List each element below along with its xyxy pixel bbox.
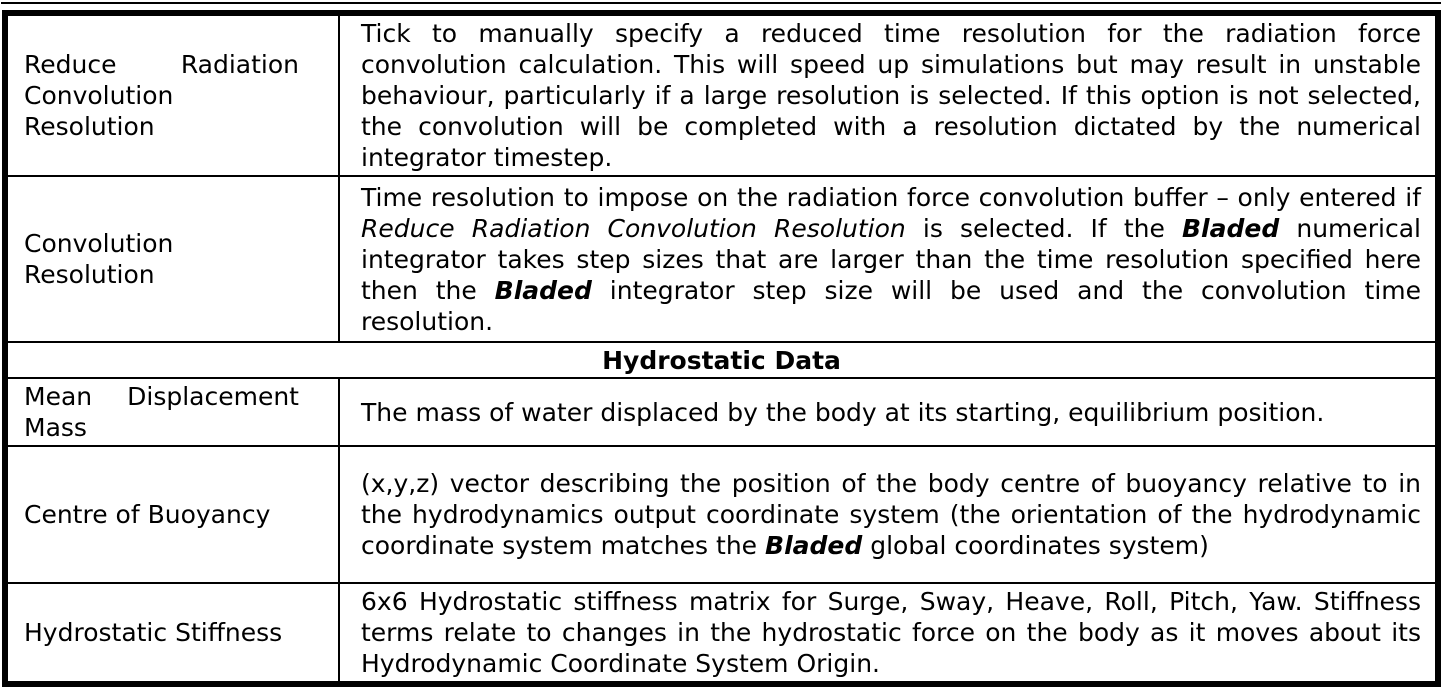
description-text: integrator step size will be used and the convolution time resolution. [361, 275, 1421, 336]
table-row [7, 176, 1436, 342]
table-row [7, 378, 1436, 446]
term-text: Centre of Buoyancy [24, 500, 271, 529]
description-cell [339, 583, 1436, 682]
table-row [7, 15, 1436, 176]
term-cell [7, 176, 339, 342]
description-text-bold-italic: Bladed [1181, 213, 1280, 243]
description-text: Tick to manually specify a reduced time resolution for the radiation force convolution calculation. This will speed up simulations but may result in unstable behaviour, particularly if a large resolution is selected. If this option is not selected, the convolution will be completed with a resolution dictated by the numerical integrator timestep. [361, 19, 1421, 172]
description-text-bold-italic: Bladed [494, 275, 592, 305]
term-text: Hydrostatic Stiffness [24, 618, 283, 647]
description-text: global coordinates system) [862, 531, 1209, 560]
description-text: Time resolution to impose on the radiation force convolution buffer – only entered if [361, 182, 1421, 212]
description-text: (x,y,z) vector describing the position of the body centre of buoyancy relative to in the hydrodynamics output coordinate system (the orientation of the hydrodynamic coordinate system matches the [361, 469, 1421, 560]
term-text: Mean Displacement Mass [24, 382, 299, 442]
description-text: is selected. If the [905, 213, 1182, 243]
section-header-row [7, 342, 1436, 378]
term-cell [7, 15, 339, 176]
clipped-previous-row-border [1, 2, 1441, 4]
term-cell [7, 378, 339, 446]
description-cell [339, 15, 1436, 176]
description-text: 6x6 Hydrostatic stiffness matrix for Surge, Sway, Heave, Roll, Pitch, Yaw. Stiffness terms relate to changes in the hydrostatic force on the body as it moves about its Hydrodynamic Coordinate System Origin. [361, 587, 1421, 678]
term-text: Convolution Resolution [24, 229, 174, 289]
section-title: Hydrostatic Data [7, 342, 1436, 378]
description-cell [339, 446, 1436, 583]
description-text-italic: Reduce Radiation Convolution Resolution [361, 213, 906, 243]
description-text: numerical integrator takes step sizes that are larger than the time resolution specified here then the [361, 213, 1422, 305]
description-text-bold-italic: Bladed [765, 531, 863, 560]
definition-table-body [7, 15, 1436, 682]
description-text: The mass of water displaced by the body at its starting, equilibrium position. [361, 397, 1325, 427]
term-cell [7, 583, 339, 682]
term-cell [7, 446, 339, 583]
definition-table [2, 10, 1441, 687]
description-cell [339, 378, 1436, 446]
table-row [7, 446, 1436, 583]
table-row [7, 583, 1436, 682]
term-text: Reduce Radiation Convolution Resolution [24, 50, 299, 141]
description-cell [339, 176, 1436, 342]
